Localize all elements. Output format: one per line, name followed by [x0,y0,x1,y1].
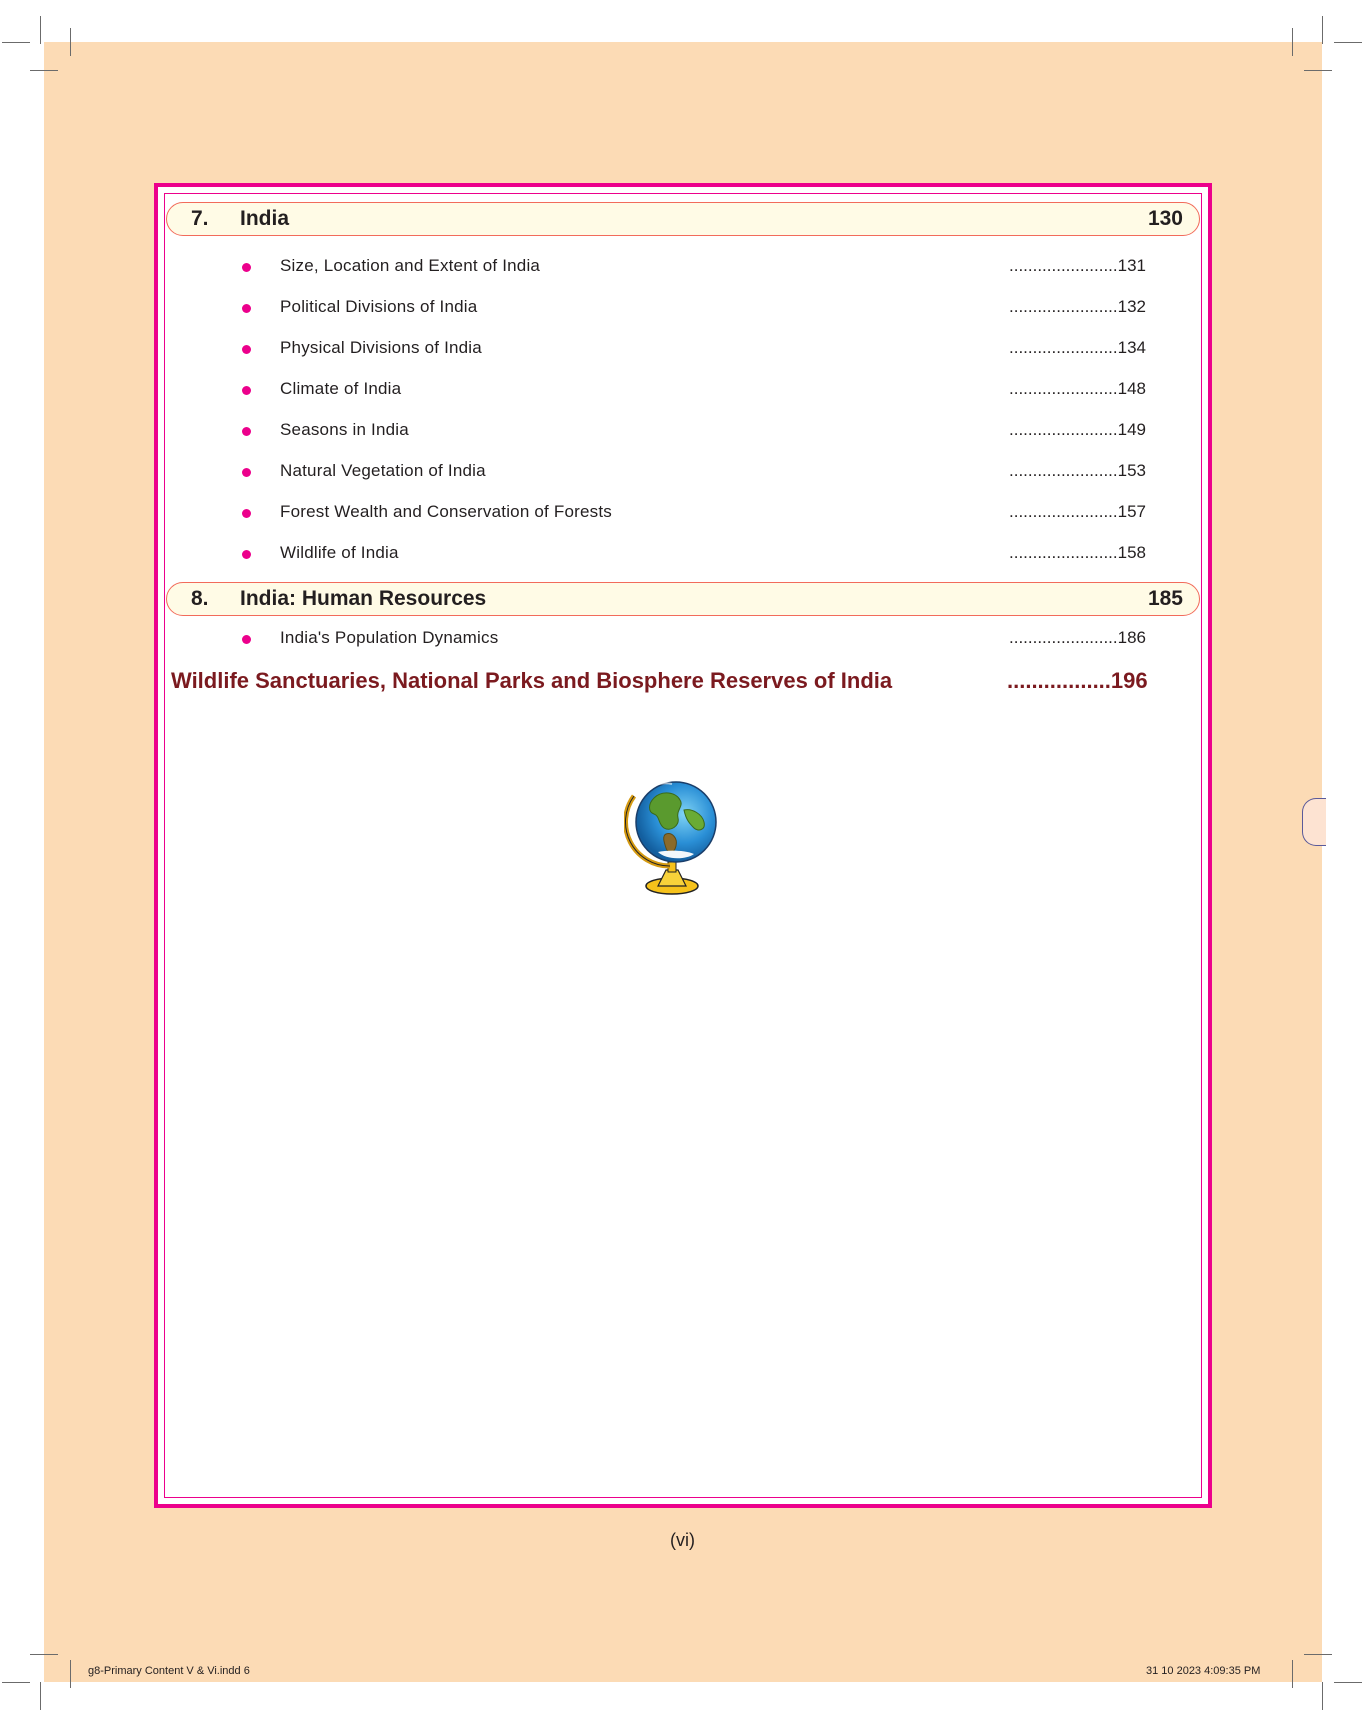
toc-item-label: Political Divisions of India [280,297,478,316]
chapter-title: India: Human Resources [240,587,487,610]
crop-mark [1304,70,1332,71]
toc-item [236,338,1186,362]
crop-mark [2,1682,30,1683]
crop-mark [1322,1682,1323,1710]
bullet-icon [242,304,251,313]
chapter-page: 185 [1147,587,1183,610]
bullet-icon [242,635,251,644]
toc-item-page: .......................148 [1009,379,1146,398]
toc-item-label: Size, Location and Extent of India [280,256,541,275]
toc-item-label: India's Population Dynamics [280,628,499,647]
toc-item [236,297,1186,321]
chapter-title: India [240,207,290,230]
toc-item-label: Physical Divisions of India [280,338,482,357]
slug-filename: g8-Primary Content V & Vi.indd 6 [88,1665,250,1677]
toc-item [236,379,1186,403]
crop-mark [1322,16,1323,44]
bullet-icon [242,509,251,518]
crop-mark [30,1654,58,1655]
toc-item-page: .......................131 [1009,256,1146,275]
page-number: (vi) [670,1530,695,1550]
chapter-heading-8 [166,582,1200,616]
bullet-icon [242,468,251,477]
crop-mark [40,16,41,44]
slug-timestamp: 31 10 2023 4:09:35 PM [1146,1665,1261,1677]
chapter-page: 130 [1147,207,1183,230]
crop-mark [1304,1654,1332,1655]
toc-item [236,502,1186,526]
toc-item-page: .......................132 [1009,297,1146,316]
toc-item-label: Natural Vegetation of India [280,461,486,480]
toc-item [236,543,1186,567]
toc-item-label: Seasons in India [280,420,409,439]
chapter-number: 8. [191,587,209,610]
toc-item-label: Climate of India [280,379,402,398]
appendix-entry [171,668,1191,698]
crop-mark [30,70,58,71]
crop-mark [1292,28,1293,56]
toc-item-label: Forest Wealth and Conservation of Forests [280,502,612,521]
toc-item-page: .......................186 [1009,628,1146,647]
toc-item-page: .......................149 [1009,420,1146,439]
side-tab [1302,798,1326,846]
toc-item [236,256,1186,280]
toc-item [236,420,1186,444]
crop-mark [70,1660,71,1688]
crop-mark [70,28,71,56]
bullet-icon [242,386,251,395]
chapter-number: 7. [191,207,209,230]
toc-item-page: .......................153 [1009,461,1146,480]
crop-mark [2,42,30,43]
toc-item-page: .......................157 [1009,502,1146,521]
toc-item [236,461,1186,485]
toc-item-label: Wildlife of India [280,543,399,562]
toc-item [236,628,1186,652]
appendix-page: .................196 [1007,668,1148,693]
appendix-label: Wildlife Sanctuaries, National Parks and Biosphere Reserves of India [171,668,893,693]
bullet-icon [242,263,251,272]
toc-item-page: .......................158 [1009,543,1146,562]
toc-item-page: .......................134 [1009,338,1146,357]
crop-mark [40,1682,41,1710]
crop-mark [1334,1682,1362,1683]
globe-icon [624,770,720,896]
bullet-icon [242,345,251,354]
chapter-heading-7 [166,202,1200,236]
crop-mark [1334,42,1362,43]
bullet-icon [242,550,251,559]
crop-mark [1292,1660,1293,1688]
bullet-icon [242,427,251,436]
